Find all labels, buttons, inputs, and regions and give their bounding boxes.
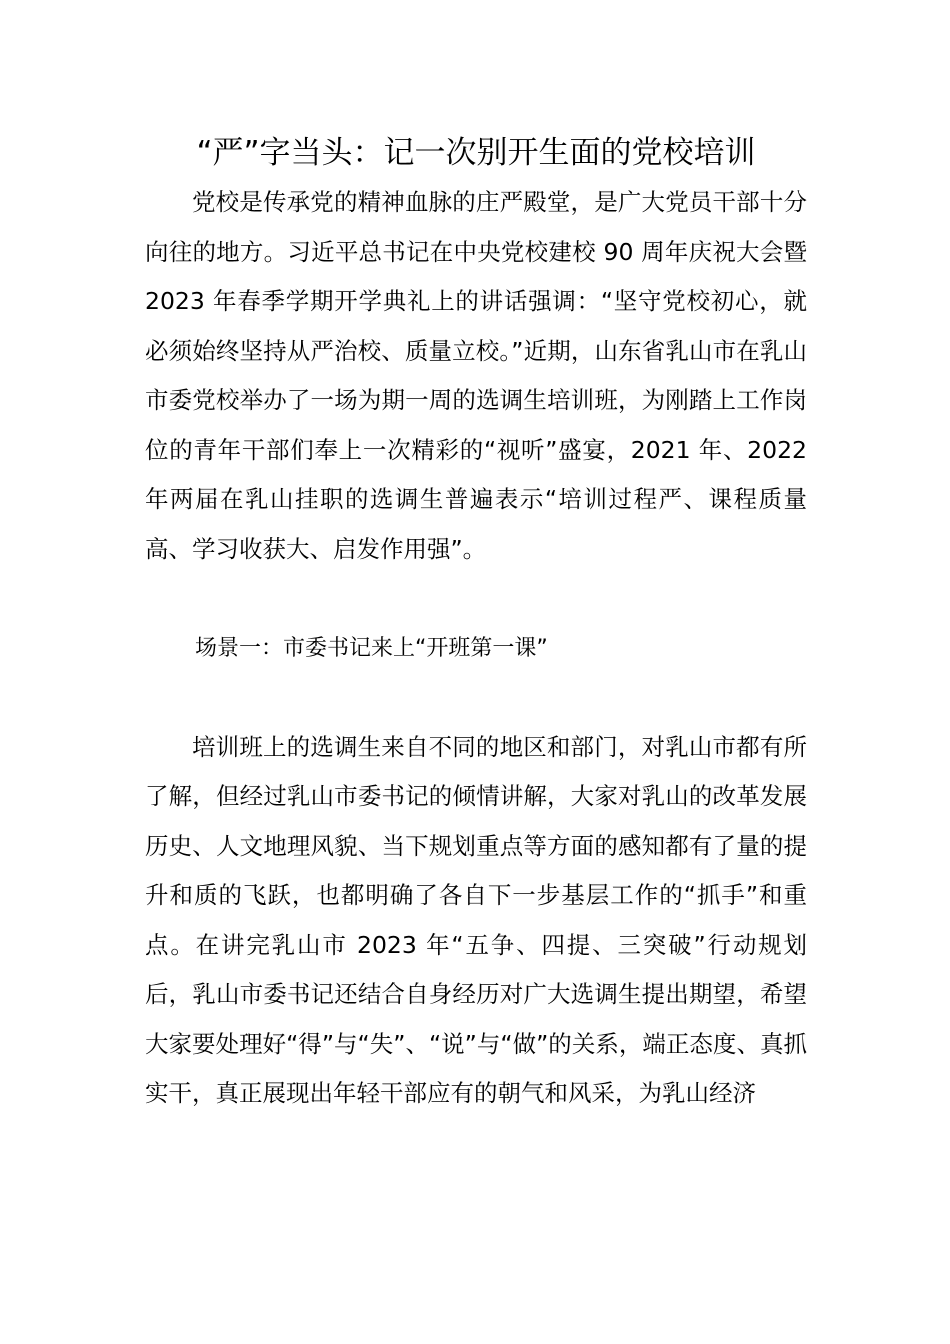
intro-paragraph: 党校是传承党的精神血脉的庄严殿堂，是广大党员干部十分向往的地方。习近平总书记在中央党校建校 90 周年庆祝大会暨 2023 年春季学期开学典礼上的讲话强调：“坚守党校初心，就必须始终坚持从严治校、质量立校。”近期，山东省乳山市在乳山市委党校举办了一场为期一周的选调生培训班，为刚踏上工作岗位的青年干部们奉上一次精彩的“视听”盛宴，2021 年、2022 年两届在乳山挂职的选调生普遍表示“培训过程严、课程质量高、学习收获大、启发作用强”。: [145, 188, 807, 563]
document-title: “严”字当头：记一次别开生面的党校培训: [196, 135, 756, 171]
section-paragraph: 培训班上的选调生来自不同的地区和部门，对乳山市都有所了解，但经过乳山市委书记的倾情讲解，大家对乳山的改革发展历史、人文地理风貌、当下规划重点等方面的感知都有了量的提升和质的飞跃，也都明确了各自下一步基层工作的“抓手”和重点。在讲完乳山市 2023 年“五争、四提、三突破”行动规划后，乳山市委书记还结合自身经历对广大选调生提出期望，希望大家要处理好“得”与“失”、“说”与“做”的关系，端正态度、真抓实干，真正展现出年轻干部应有的朝气和风采，为乳山经济: [145, 732, 807, 1107]
spacer: [145, 574, 807, 624]
document-page: [145, 128, 807, 1119]
section-heading: 场景一：市委书记来上“开班第一课”: [195, 635, 548, 661]
spacer: [145, 673, 807, 723]
